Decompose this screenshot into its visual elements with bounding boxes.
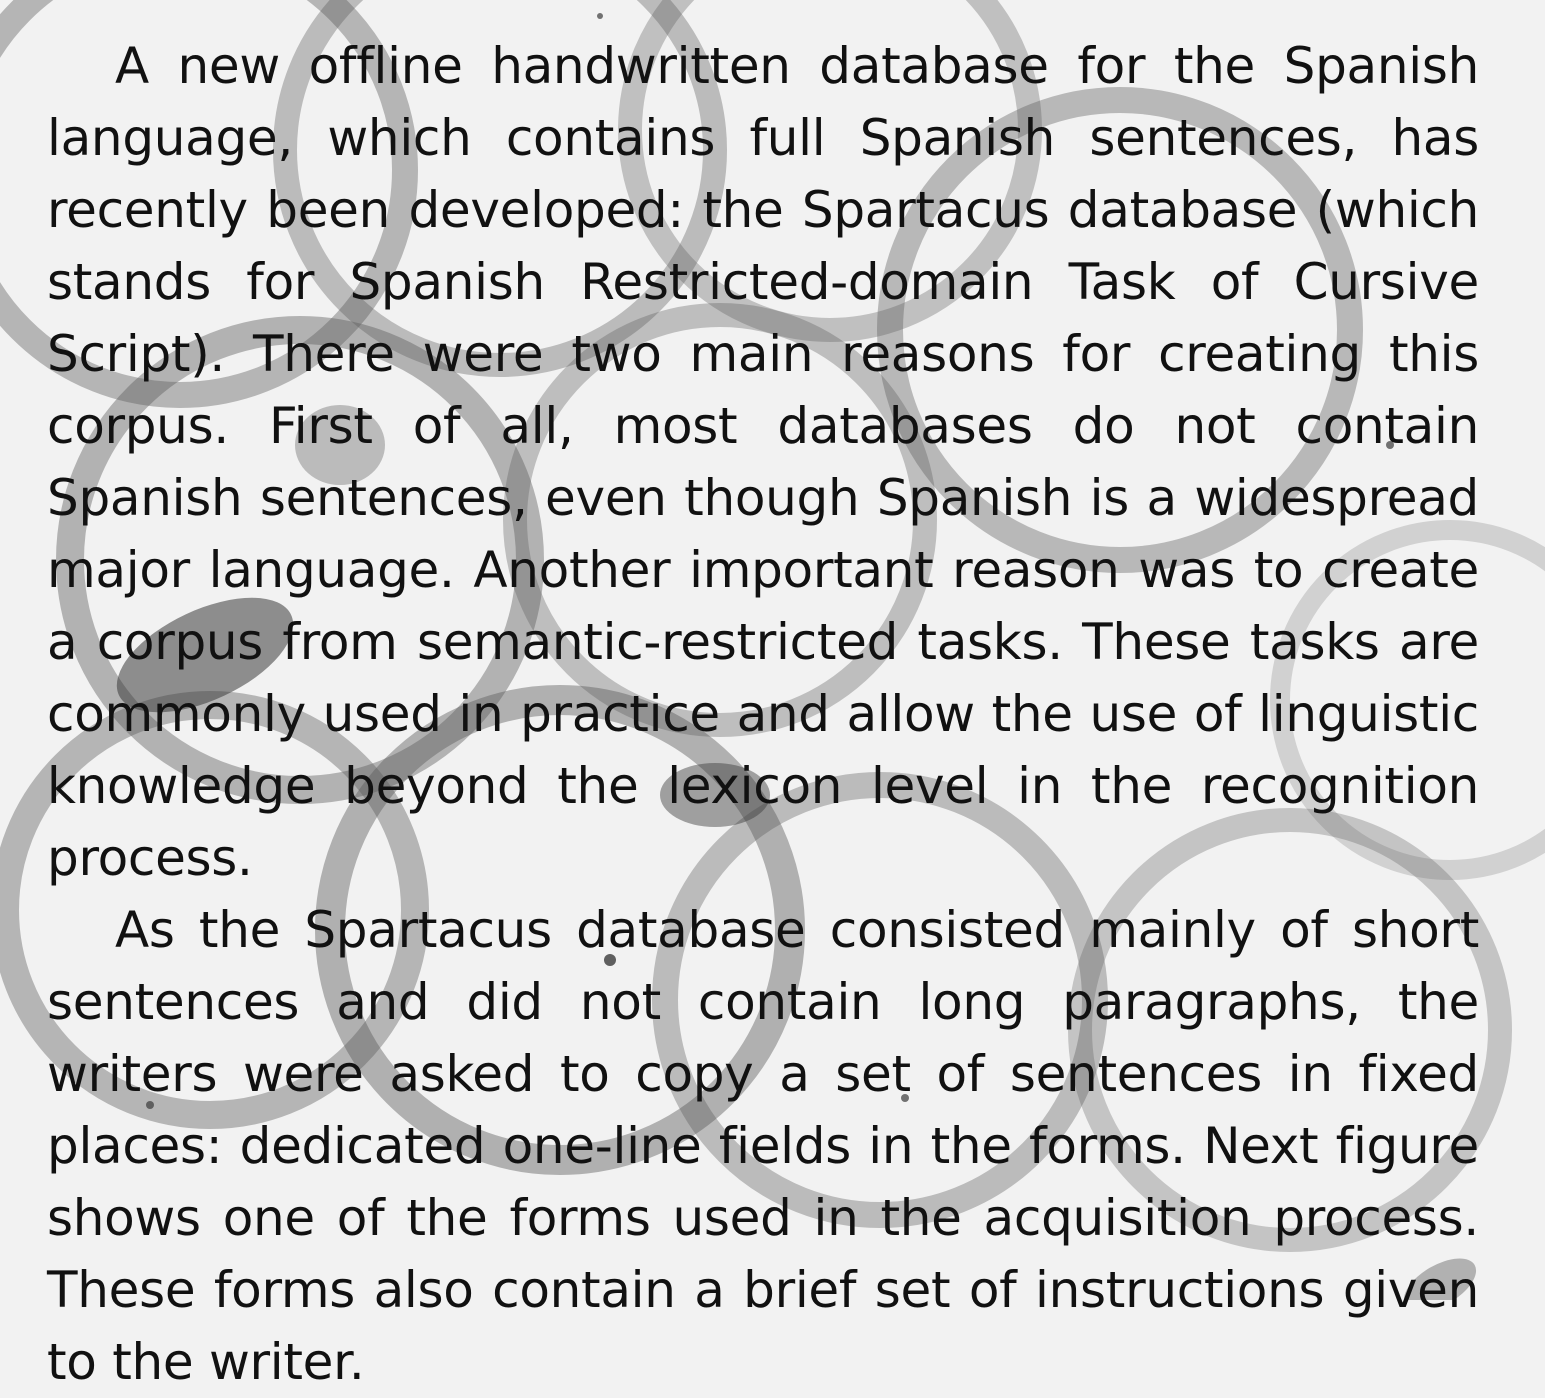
paragraph: As the Spartacus database consisted mainly of short sentences and did not contain long paragraphs, the writers were asked to copy a set of sentences in fixed places: dedicated one-line fields in the forms. Next figure shows one of the forms used in the acquisition process. These forms also contain a brief set of instructions given to the writer. <box>47 901 1479 1391</box>
document-text-block <box>47 30 1479 1398</box>
stain-dot <box>597 13 603 19</box>
paragraph: A new offline handwritten database for the Spanish language, which contains full Spanish sentences, has recently been developed: the Spartacus database (which stands for Spanish Restricted-domain Task of Cursive Script). There were two main reasons for creating this corpus. First of all, most databases do not contain Spanish sentences, even though Spanish is a widespread major language. Another important reason was to create a corpus from semantic-restricted tasks. These tasks are commonly used in practice and allow the use of linguistic knowledge beyond the lexicon level in the recognition process. <box>47 37 1479 887</box>
